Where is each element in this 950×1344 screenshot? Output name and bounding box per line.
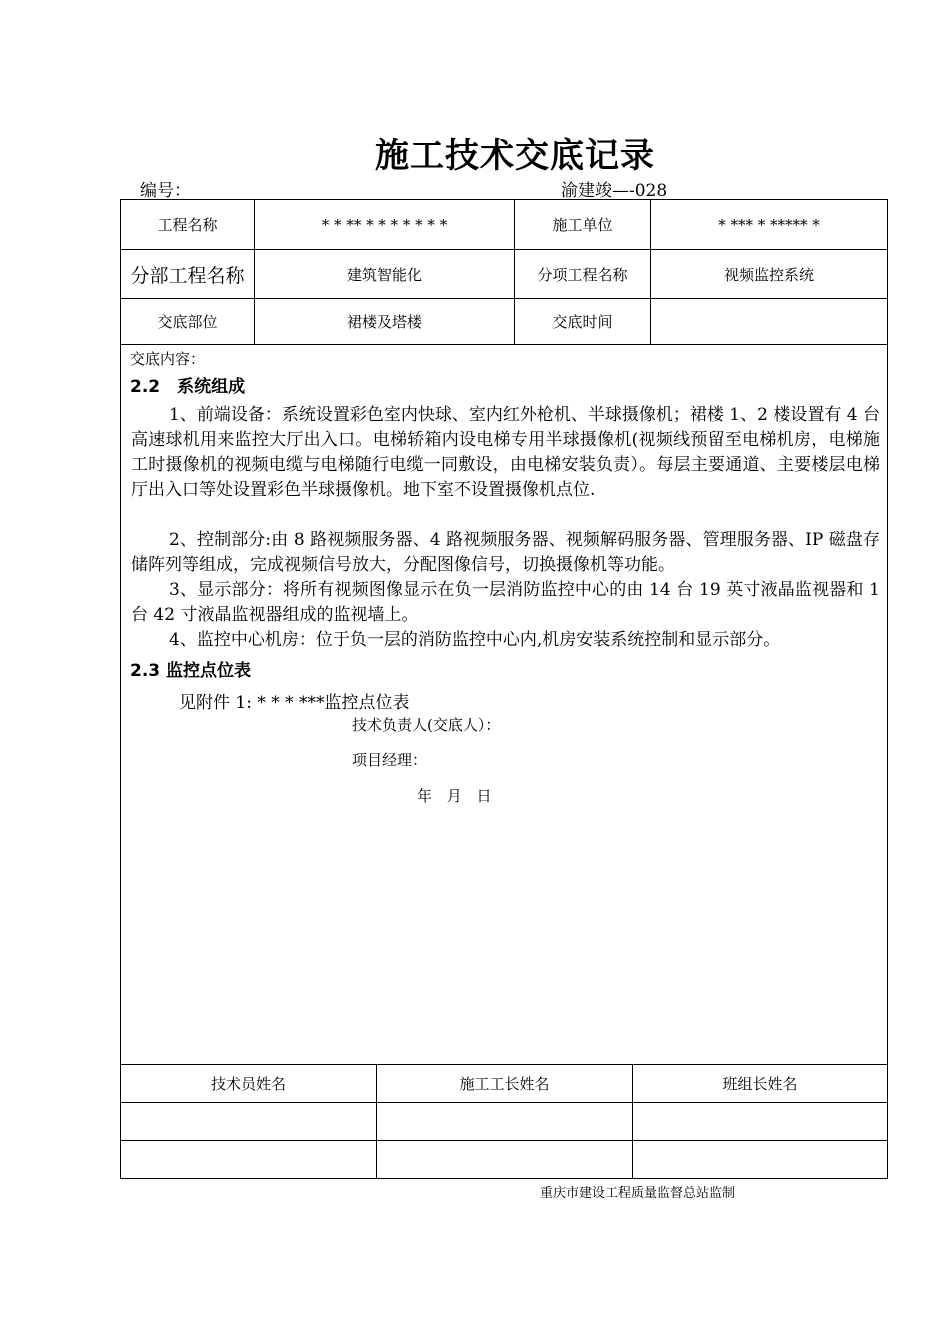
signature-cell [121, 1141, 377, 1179]
location-value: 裙楼及塔楼 [255, 299, 515, 345]
contractor-value: * *** * ***** * [651, 200, 888, 250]
date-line: 年 月 日 [417, 787, 492, 805]
content-box [120, 344, 888, 1064]
team-leader-name-header: 班组长姓名 [633, 1065, 888, 1103]
page-title: 施工技术交底记录 [375, 136, 655, 176]
signature-table [120, 1064, 888, 1179]
paragraph-front-end: 1、前端设备：系统设置彩色室内快球、室内红外枪机、半球摄像机；裙楼 1、2 楼设置有 4 台高速球机用来监控大厅出入口。电梯轿箱内设电梯专用半球摄像机(视频线预留至电梯机房，电梯施工时摄像机的视频电缆与电梯随行电缆一同敷设，由电梯安装负责）。每层主要通道、主要楼层电梯厅出入口等处设置彩色半球摄像机。地下室不设置摄像机点位. [131, 405, 880, 500]
technician-name-header: 技术员姓名 [121, 1065, 377, 1103]
contractor-label: 施工单位 [515, 200, 651, 250]
number-label: 编号： [140, 181, 191, 201]
signature-row [121, 1103, 888, 1141]
project-name-value: * * ** * * * * * * * [255, 200, 515, 250]
paragraph-display: 3、显示部分：将所有视频图像显示在负一层消防监控中心的由 14 台 19 英寸液晶监视器和 1 台 42 寸液晶监视器组成的监视墙上。 [131, 580, 880, 625]
header-table [120, 199, 888, 345]
subdivision-value: 视频监控系统 [651, 250, 888, 299]
paragraph-control: 2、控制部分:由 8 路视频服务器、4 路视频服务器、视频解码服务器、管理服务器、IP 磁盘存储阵列等组成，完成视频信号放大，分配图像信号，切换摄像机等功能。 [131, 530, 880, 575]
location-label: 交底部位 [121, 299, 255, 345]
signature-cell [633, 1141, 888, 1179]
section-heading-2-3: 2.3 监控点位表 [130, 661, 252, 681]
division-value: 建筑智能化 [255, 250, 515, 299]
foreman-name-header: 施工工长姓名 [377, 1065, 633, 1103]
signature-cell [121, 1103, 377, 1141]
section-heading-2-2: 2.2 系统组成 [130, 377, 246, 397]
division-label: 分部工程名称 [121, 250, 255, 299]
signature-row [121, 1141, 888, 1179]
appendix-reference: 见附件 1: * * * ***监控点位表 [179, 693, 410, 713]
signature-cell [377, 1103, 633, 1141]
content-label: 交底内容： [130, 350, 206, 368]
time-value [651, 299, 888, 345]
footer-issuer: 重庆市建设工程质量监督总站监制 [540, 1186, 736, 1201]
paragraph-control-room: 4、监控中心机房：位于负一层的消防监控中心内,机房安装系统控制和显示部分。 [169, 630, 781, 650]
signature-cell [633, 1103, 888, 1141]
tech-lead-signature-line: 技术负责人(交底人）： [352, 716, 501, 734]
subdivision-label: 分项工程名称 [515, 250, 651, 299]
number-value: 渝建竣—-028 [561, 181, 668, 201]
signature-cell [377, 1141, 633, 1179]
project-name-label: 工程名称 [121, 200, 255, 250]
project-manager-signature-line: 项目经理： [352, 751, 428, 769]
time-label: 交底时间 [515, 299, 651, 345]
